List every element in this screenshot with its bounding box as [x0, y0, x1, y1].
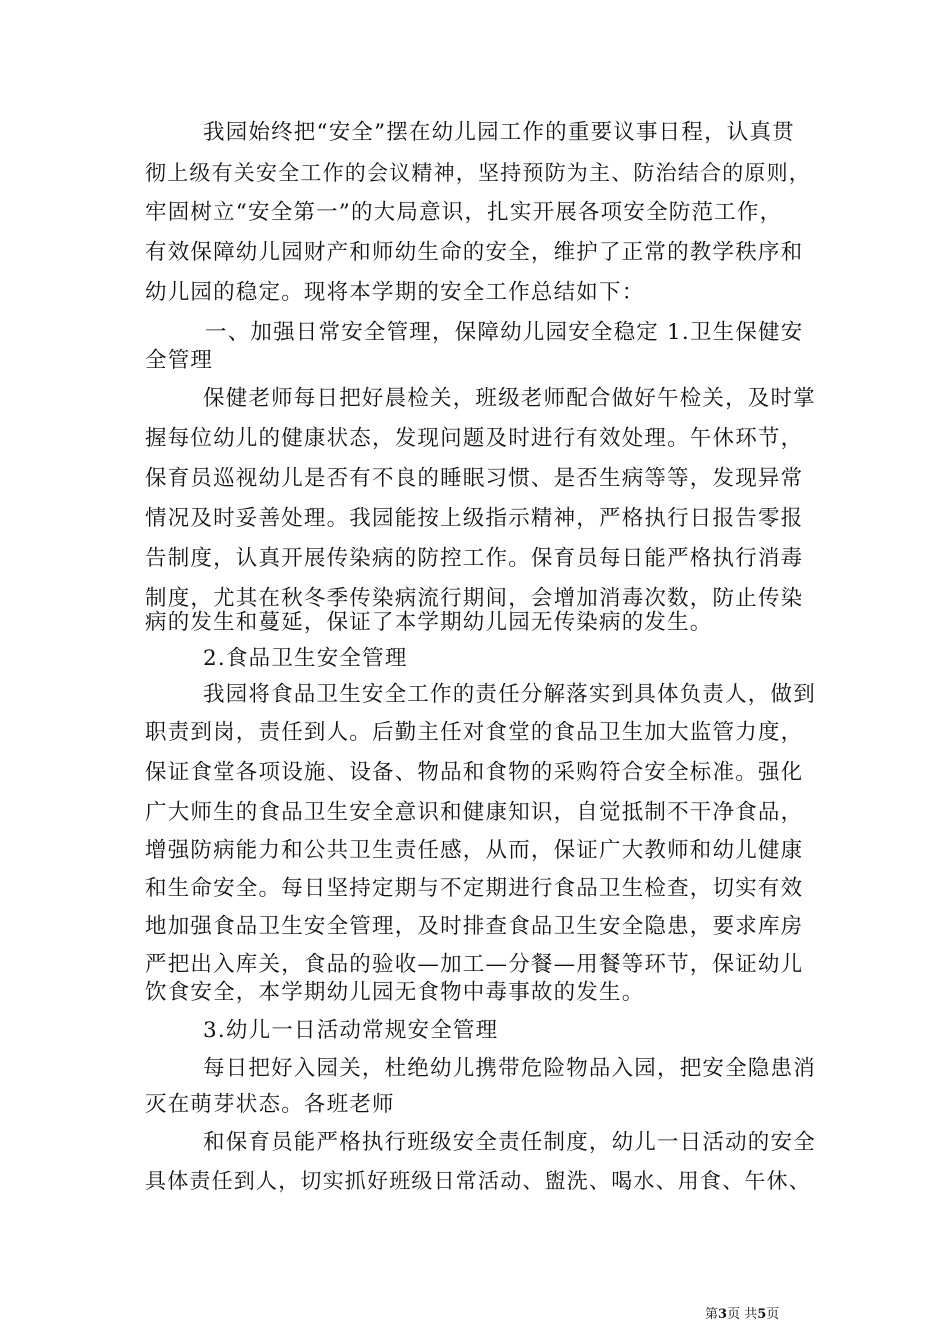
- text-line: 病的发生和蔓延，保证了本学期幼儿园无传染病的发生。: [145, 610, 713, 635]
- text-line: 每日把好入园关，杜绝幼儿携带危险物品入园，把安全隐患消: [203, 1056, 816, 1081]
- footer-suffix: 页: [766, 1307, 780, 1322]
- text-line: 有效保障幼儿园财产和师幼生命的安全，维护了正常的教学秩序和: [145, 240, 804, 265]
- text-line: 饮食安全，本学期幼儿园无食物中毒事故的发生。: [145, 980, 645, 1005]
- current-page-number: 3: [718, 1307, 728, 1322]
- text-line: 幼儿园的稳定。现将本学期的安全工作总结如下：: [145, 280, 645, 305]
- text-line: 我园将食品卫生安全工作的责任分解落实到具体负责人，做到: [203, 682, 816, 707]
- text-line: 保证食堂各项设施、设备、物品和食物的采购符合安全标准。强化: [145, 760, 804, 785]
- text-line: 广大师生的食品卫生安全意识和健康知识，自觉抵制不干净食品，: [145, 800, 804, 825]
- text-line: 握每位幼儿的健康状态，发现问题及时进行有效处理。午休环节，: [145, 426, 804, 451]
- section-heading: 3.幼儿一日活动常规安全管理: [203, 1018, 499, 1043]
- text-line: 职责到岗，责任到人。后勤主任对食堂的食品卫生加大监管力度，: [145, 720, 804, 745]
- text-line: 情况及时妥善处理。我园能按上级指示精神，严格执行日报告零报: [145, 506, 804, 531]
- text-line: 制度，尤其在秋冬季传染病流行期间，会增加消毒次数，防止传染: [145, 586, 804, 611]
- text-line: 彻上级有关安全工作的会议精神，坚持预防为主、防治结合的原则，: [145, 161, 811, 185]
- text-line: 我园始终把“安全”摆在幼儿园工作的重要议事日程，认真贯: [203, 120, 795, 145]
- text-line: 和保育员能严格执行班级安全责任制度，幼儿一日活动的安全: [203, 1130, 816, 1155]
- text-line: 牢固树立“安全第一”的大局意识，扎实开展各项安全防范工作，: [145, 200, 783, 225]
- section-heading: 2.食品卫生安全管理: [203, 646, 408, 671]
- footer-prefix: 第: [705, 1307, 719, 1322]
- text-line: 地加强食品卫生安全管理，及时排查食品卫生安全隐患，要求库房: [145, 914, 804, 939]
- text-line: 严把出入库关，食品的验收—加工—分餐—用餐等环节，保证幼儿: [145, 952, 804, 977]
- text-line: 保育员巡视幼儿是否有不良的睡眠习惯、是否生病等等，发现异常: [145, 466, 804, 491]
- section-heading: 全管理: [145, 348, 214, 373]
- text-line: 保健老师每日把好晨检关，班级老师配合做好午检关，及时掌: [203, 386, 816, 411]
- text-line: 具体责任到人，切实抓好班级日常活动、盥洗、喝水、用食、午休、: [145, 1169, 811, 1193]
- page-number-footer: [705, 1306, 779, 1324]
- section-heading: 一、加强日常安全管理，保障幼儿园安全稳定 1.卫生保健安: [205, 320, 804, 345]
- total-page-number: 5: [757, 1307, 767, 1322]
- text-line: 告制度，认真开展传染病的防控工作。保育员每日能严格执行消毒: [145, 546, 804, 571]
- text-line: 和生命安全。每日坚持定期与不定期进行食品卫生检查，切实有效: [145, 876, 804, 901]
- text-line: 灭在萌芽状态。各班老师: [145, 1092, 395, 1117]
- text-line: 增强防病能力和公共卫生责任感，从而，保证广大教师和幼儿健康: [145, 838, 804, 863]
- footer-middle: 页 共: [727, 1307, 758, 1322]
